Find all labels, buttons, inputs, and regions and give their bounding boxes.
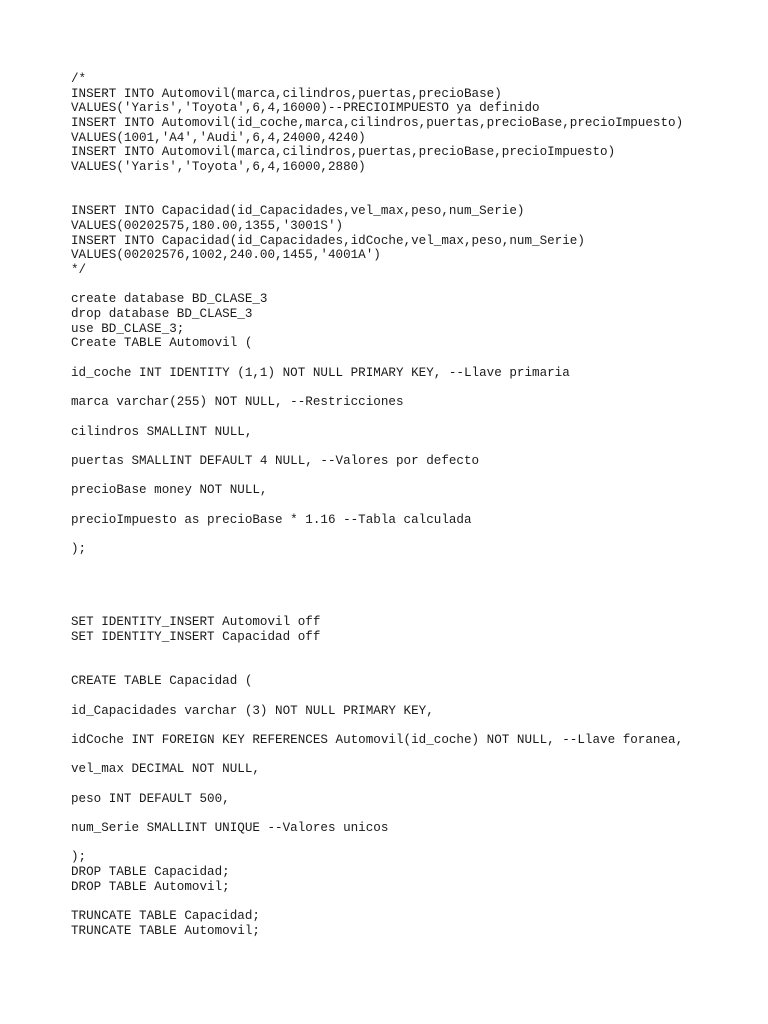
code-line: Create TABLE Automovil (	[71, 336, 253, 351]
blank-line	[71, 660, 751, 675]
blank-line	[71, 469, 751, 484]
code-line: VALUES('Yaris','Toyota',6,4,16000,2880)	[71, 160, 366, 175]
code-line: precioImpuesto as precioBase * 1.16 --Tabla calculada	[71, 512, 472, 527]
code-line: INSERT INTO Capacidad(id_Capacidades,idCoche,vel_max,peso,num_Serie)	[71, 233, 585, 248]
code-line: /*	[71, 72, 87, 86]
blank-line	[71, 190, 751, 205]
blank-line	[71, 557, 751, 572]
sql-code-block	[71, 72, 751, 939]
blank-line	[71, 278, 751, 293]
code-line: SET IDENTITY_INSERT Capacidad off	[71, 630, 321, 645]
code-line: TRUNCATE TABLE Capacidad;	[71, 909, 260, 924]
blank-line	[71, 601, 751, 616]
code-line: VALUES(00202576,1002,240.00,1455,'4001A')	[71, 248, 381, 263]
code-line: CREATE TABLE Capacidad (	[71, 674, 253, 689]
blank-line	[71, 586, 751, 601]
code-line: DROP TABLE Capacidad;	[71, 865, 230, 880]
code-line: idCoche INT FOREIGN KEY REFERENCES Automovil(id_coche) NOT NULL, --Llave foranea,	[71, 732, 684, 747]
blank-line	[71, 748, 751, 763]
blank-line	[71, 777, 751, 792]
blank-line	[71, 836, 751, 851]
blank-line	[71, 718, 751, 733]
blank-line	[71, 571, 751, 586]
code-line: precioBase money NOT NULL,	[71, 483, 268, 498]
code-line: create database BD_CLASE_3	[71, 292, 268, 307]
code-line: SET IDENTITY_INSERT Automovil off	[71, 615, 321, 630]
blank-line	[71, 498, 751, 513]
blank-line	[71, 645, 751, 660]
code-line: VALUES(1001,'A4','Audi',6,4,24000,4240)	[71, 130, 366, 145]
blank-line	[71, 689, 751, 704]
blank-line	[71, 895, 751, 910]
code-line: id_coche INT IDENTITY (1,1) NOT NULL PRIMARY KEY, --Llave primaria	[71, 365, 570, 380]
code-line: );	[71, 542, 87, 556]
code-line: DROP TABLE Automovil;	[71, 879, 230, 894]
code-line: vel_max DECIMAL NOT NULL,	[71, 762, 260, 777]
code-line: VALUES('Yaris','Toyota',6,4,16000)--PRECIOIMPUESTO ya definido	[71, 101, 540, 116]
code-line: INSERT INTO Automovil(marca,cilindros,puertas,precioBase)	[71, 86, 502, 101]
code-line: cilindros SMALLINT NULL,	[71, 424, 253, 439]
blank-line	[71, 175, 751, 190]
code-line: TRUNCATE TABLE Automovil;	[71, 923, 260, 938]
code-line: use BD_CLASE_3;	[71, 321, 185, 336]
code-line: INSERT INTO Capacidad(id_Capacidades,vel_max,peso,num_Serie)	[71, 204, 525, 219]
code-line: INSERT INTO Automovil(id_coche,marca,cilindros,puertas,precioBase,precioImpuesto)	[71, 116, 684, 131]
code-line: */	[71, 262, 87, 277]
code-line: VALUES(00202575,180.00,1355,'3001S')	[71, 218, 344, 233]
code-line: num_Serie SMALLINT UNIQUE --Valores unicos	[71, 821, 389, 836]
blank-line	[71, 410, 751, 425]
code-line: marca varchar(255) NOT NULL, --Restricciones	[71, 395, 404, 410]
code-line: peso INT DEFAULT 500,	[71, 791, 230, 806]
blank-line	[71, 527, 751, 542]
code-line: drop database BD_CLASE_3	[71, 307, 253, 321]
code-line: );	[71, 850, 87, 865]
code-line: puertas SMALLINT DEFAULT 4 NULL, --Valores por defecto	[71, 453, 480, 468]
blank-line	[71, 806, 751, 821]
blank-line	[71, 351, 751, 366]
code-line: INSERT INTO Automovil(marca,cilindros,puertas,precioBase,precioImpuesto)	[71, 145, 616, 160]
blank-line	[71, 380, 751, 395]
code-line: id_Capacidades varchar (3) NOT NULL PRIMARY KEY,	[71, 703, 434, 718]
blank-line	[71, 439, 751, 454]
